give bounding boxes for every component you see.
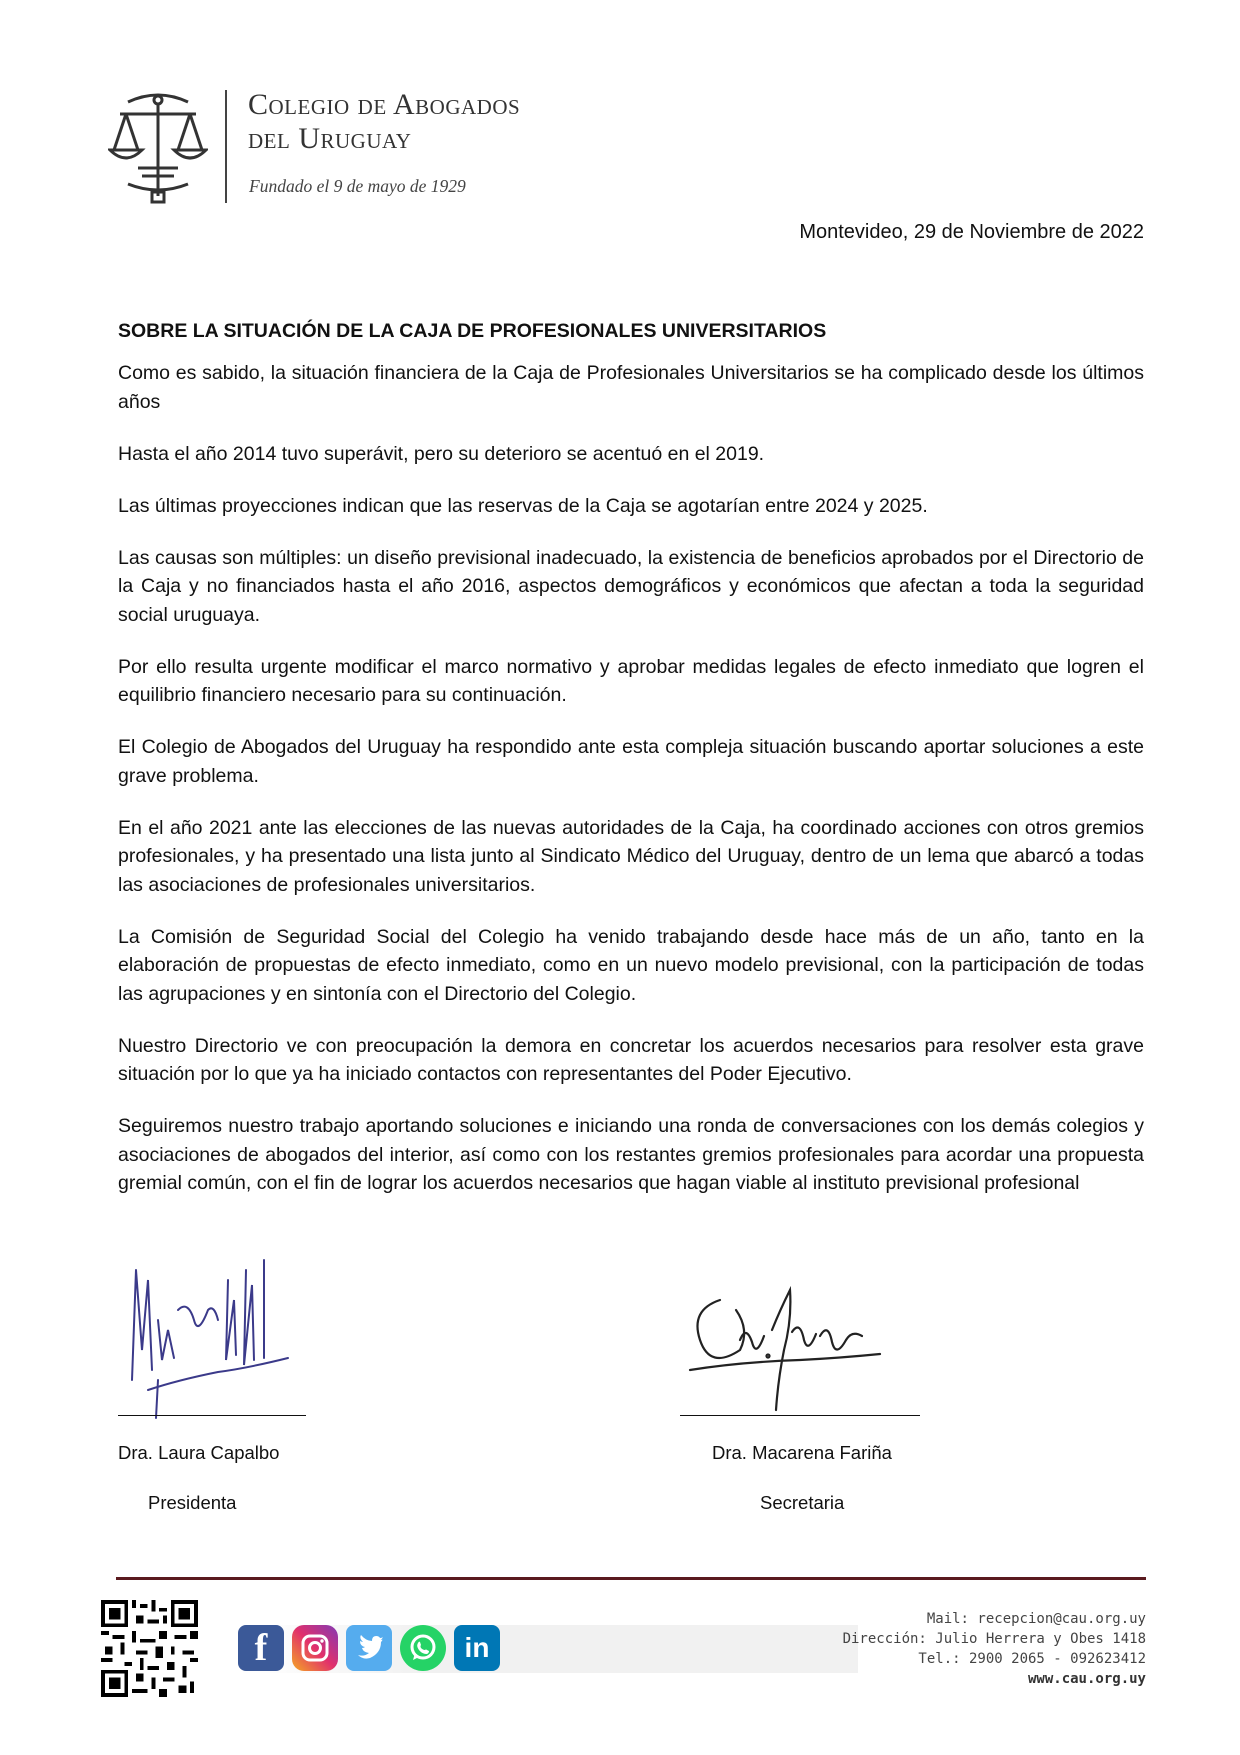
letter-date: Montevideo, 29 de Noviembre de 2022 — [799, 221, 1144, 243]
paragraph: Seguiremos nuestro trabajo aportando soluciones e iniciando una ronda de conversaciones con los demás colegios y asociaciones de abogados del interior, así como con los restantes gremios profesionales para acordar una propuesta gremial común, con el fin de lograr los acuerdos necesarios que hagan viable al instituto previsional profesional — [118, 1115, 1144, 1194]
handwritten-signature-secretary — [680, 1270, 890, 1420]
footer-divider — [116, 1577, 1146, 1580]
paragraph: Hasta el año 2014 tuvo superávit, pero su deterioro se acentuó en el 2019. — [118, 442, 765, 465]
founded-date: Fundado el 9 de mayo de 1929 — [249, 176, 466, 196]
signer-name: Dra. Macarena Fariña — [712, 1442, 892, 1463]
signer-role: Secretaria — [760, 1492, 845, 1513]
contact-mail: Mail: recepcion@cau.org.uy — [926, 1611, 1146, 1627]
paragraph: Como es sabido, la situación financiera de la Caja de Profesionales Universitarios se ha complicado desde los últimos años — [118, 362, 1144, 413]
paragraph: Las causas son múltiples: un diseño previsional inadecuado, la existencia de beneficios aprobados por el Directorio de la Caja y no financiados hasta el año 2016, aspectos demográficos y económicos que afectan a toda la seguridad social uruguaya. — [118, 546, 1144, 626]
linkedin-icon[interactable]: in — [454, 1625, 500, 1671]
paragraph: Las últimas proyecciones indican que las reservas de la Caja se agotarían entre 2024 y 2025. — [118, 494, 928, 517]
contact-website[interactable]: www.cau.org.uy — [1027, 1671, 1146, 1687]
twitter-icon[interactable] — [346, 1625, 392, 1671]
paragraph: El Colegio de Abogados del Uruguay ha respondido ante esta compleja situación buscando aportar soluciones a este grave problema. — [118, 736, 1144, 787]
paragraph: Nuestro Directorio ve con preocupación la demora en concretar los acuerdos necesarios para resolver esta grave situación por lo que ya ha iniciado contactos con representantes del Poder Ejecutivo. — [118, 1034, 1144, 1085]
letter-title: SOBRE LA SITUACIÓN DE LA CAJA DE PROFESIONALES UNIVERSITARIOS — [118, 320, 827, 342]
contact-info — [843, 1609, 1146, 1689]
instagram-icon[interactable] — [292, 1625, 338, 1671]
whatsapp-icon[interactable] — [400, 1625, 446, 1671]
letterhead-divider — [225, 90, 227, 203]
social-links — [238, 1625, 500, 1673]
contact-address: Dirección: Julio Herrera y Obes 1418 — [842, 1631, 1146, 1647]
paragraph: La Comisión de Seguridad Social del Colegio ha venido trabajando desde hace más de un año, tanto en la elaboración de propuestas de efecto inmediato, como en un nuevo modelo previsional, con la participación de todas las agrupaciones y en sintonía con el Directorio del Colegio. — [118, 925, 1144, 1005]
paragraph: En el año 2021 ante las elecciones de las nuevas autoridades de la Caja, ha coordinado acciones con otros gremios profesionales, y ha presentado una lista junto al Sindicato Médico del Uruguay, dentro de un lema que abarcó a todas las asociaciones de profesionales universitarios. — [118, 816, 1144, 896]
handwritten-signature-president — [118, 1240, 308, 1420]
signature-line — [680, 1415, 920, 1416]
organization-name-line2: del Uruguay — [248, 122, 412, 155]
facebook-icon[interactable]: f — [238, 1625, 284, 1671]
qr-code-icon — [101, 1600, 198, 1697]
signer-role: Presidenta — [148, 1492, 237, 1513]
scales-of-justice-icon — [108, 92, 208, 206]
letter-body — [118, 317, 1144, 1221]
organization-name-line1: Colegio de Abogados — [248, 88, 521, 121]
contact-phone: Tel.: 2900 2065 - 092623412 — [918, 1651, 1146, 1667]
signature-line — [118, 1415, 306, 1416]
paragraph: Por ello resulta urgente modificar el marco normativo y aprobar medidas legales de efecto inmediato que logren el equilibrio financiero necesario para su continuación. — [118, 655, 1144, 706]
signer-name: Dra. Laura Capalbo — [118, 1442, 280, 1463]
organization-name — [248, 88, 520, 156]
